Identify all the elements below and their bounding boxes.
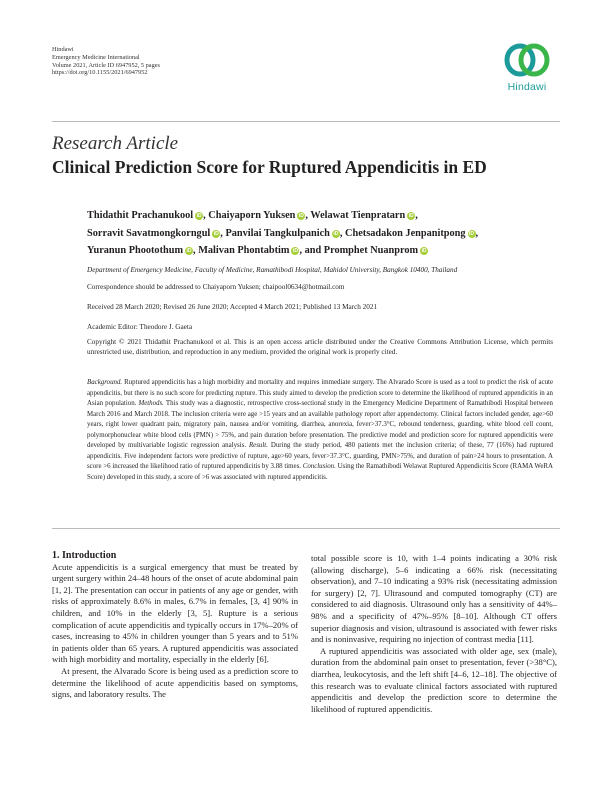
author-list: [87, 207, 553, 260]
affiliation: Department of Emergency Medicine, Faculty of Medicine, Ramathibodi Hospital, Mahidol University, Bangkok 10400, Thailand: [87, 266, 458, 274]
author-name: Thidathit Prachanukool: [87, 210, 194, 221]
body-paragraph: total possible score is 10, with 1–4 points indicating a 30% risk (allowing discharge), 5–6 indicating a 66% risk (necessitating observation), and 7–10 indicating a 93% risk (necessitating admission for surgery) [2, 7]. Ultrasound and computed tomography (CT) are considered to aid diagnosis. Ultrasound only has a sensitivity of 44%–98% and a specificity of 47%–95% [8–10]. Although CT offers superior diagnosis and vision, ultrasound is associated with fewer risks and is noninvasive, requiring no injection of contrast media [11].: [311, 553, 557, 645]
academic-editor: Academic Editor: Theodore J. Gaeta: [87, 323, 193, 331]
abstract-result: During the study period, 480 patients met the inclusion criteria; of these, 77 (16%) had ruptured appendicitis. Five independent factors were predictive of rupture, age>60 years, fever>37.3°C, guarding, PMN>75%, and duration of pain>24 hours to presentation. A score >6 increased the likelihood ratio of ruptured appendicitis by 3.88 times.: [87, 442, 553, 470]
article-title: Clinical Prediction Score for Ruptured Appendicitis in ED: [52, 157, 487, 177]
publisher-name: Hindawi: [52, 46, 74, 53]
author-name: , Welawat Tienpratarn: [305, 210, 406, 221]
orcid-icon[interactable]: iD: [186, 248, 192, 254]
orcid-icon[interactable]: iD: [469, 230, 475, 237]
logo-text: Hindawi: [507, 81, 547, 93]
orcid-icon[interactable]: iD: [333, 230, 339, 237]
author-name: , Chaiyaporn Yuksen: [203, 210, 296, 221]
correspondence: Correspondence should be addressed to Chaiyaporn Yuksen; chaipool0634@hotmail.com: [87, 283, 345, 291]
orcid-icon[interactable]: iD: [421, 248, 427, 254]
orcid-icon[interactable]: iD: [196, 213, 202, 219]
author-name: Yuranun Phootothum: [87, 245, 184, 256]
author-name: Sorravit Savatmongkorngul: [87, 227, 211, 239]
body-column-right: [311, 553, 557, 715]
abstract-divider: [52, 528, 560, 529]
abstract-background: Ruptured appendicitis has a high morbidity and mortality and requires immediate surgery. The Alvarado Score is used as a tool to predict the risk of acute appendicitis, but there is no such score for predicting rupture. This study aimed to develop the prediction score to determine the likelihood of ruptured appendicitis in an Asian population.: [87, 379, 553, 407]
publication-dates: Received 28 March 2020; Revised 26 June 2020; Accepted 4 March 2021; Published 13 March 2021: [87, 303, 378, 311]
orcid-icon[interactable]: iD: [408, 213, 414, 219]
hindawi-rings-icon: [502, 40, 552, 80]
author-separator: ,: [415, 210, 418, 221]
body-paragraph: A ruptured appendicitis was associated with older age, sex (male), duration from the abdominal pain onset to presentation, fever (>38°C), diarrhea, leukocytosis, and the left shift [4–6, 12–18]. The objective of this research was to evaluate clinical factors associated with ruptured appendicitis and develop the prediction score to determine the likelihood of ruptured appendicitis.: [311, 645, 557, 714]
orcid-icon[interactable]: iD: [292, 248, 298, 254]
section-heading: 1. Introduction: [52, 550, 117, 561]
author-name: , Malivan Phontabtim: [193, 245, 290, 256]
author-name: , and Promphet Nuanprom: [299, 245, 419, 256]
orcid-icon[interactable]: iD: [298, 213, 304, 219]
author-separator: ,: [475, 227, 479, 239]
hindawi-logo: [494, 40, 560, 104]
author-name: , Chetsadakon Jenpanitpong: [339, 227, 466, 239]
journal-name: Emergency Medicine International: [52, 53, 140, 61]
abstract-conclusion: Using the Ramathibodi Welawat Ruptured Appendicitis Score (RAMA WeRA Score) developed in this study, a score of >6 was associated with ruptured appendicitis.: [87, 463, 553, 481]
doi-link[interactable]: https://doi.org/10.1155/2021/6947952: [52, 69, 148, 77]
volume-info: Volume 2021, Article ID 6947952, 5 pages: [52, 61, 160, 69]
body-column-left: [52, 550, 298, 701]
abstract: [87, 378, 553, 483]
orcid-icon[interactable]: iD: [213, 230, 219, 237]
abstract-result-label: Result.: [248, 442, 268, 449]
abstract-conclusion-label: Conclusion.: [302, 463, 336, 470]
body-paragraph: Acute appendicitis is a surgical emergency that must be treated by urgent surgery within 24–48 hours of the onset of acute abdominal pain [1, 2]. The presentation can occur in patients of any age or gender, with risks of approximately 8.6% in males, 6.7% in females, [3, 4] 90% in children, and 10% in the elderly [3, 5]. Rupture is a serious complication of acute appendicitis and typically occurs in 17%–20% of cases, increasing to 45% in children younger than 5 years and to 51% in patients older than 65 years. A ruptured appendicitis was associated with high morbidity and mortality, especially in the elderly [6].: [52, 561, 298, 665]
journal-header: [52, 46, 160, 77]
copyright-notice: Copyright © 2021 Thidathit Prachanukool et al. This is an open access article distributed under the Creative Commons Attribution License, which permits unrestricted use, distribution, and reproduction in any medium, provided the original work is properly cited.: [87, 338, 553, 356]
abstract-methods: This study was a diagnostic, retrospective cross-sectional study in the Emergency Medicine Department of Ramathibodi Hospital between March 2016 and March 2018. The inclusion criteria were age >15 years and an available pathology report after appendectomy. Clinical factors included gender, age>60 years, right lower quadrant pain, migratory pain, nausea and/or vomiting, diarrhea, anorexia, fever>37.3°C, rebound tenderness, guarding, white blood cell count, polymorphonuclear white blood cells (PMN) > 75%, and pain duration before presentation. The predictive model and prediction score for ruptured appendicitis were developed by multivariable logistic regression analysis.: [87, 400, 553, 449]
author-name: , Panvilai Tangkulpanich: [220, 227, 330, 239]
abstract-background-label: Background.: [87, 379, 123, 386]
body-paragraph: At present, the Alvarado Score is being used as a prediction score to determine the likelihood of acute appendicitis based on symptoms, signs, and laboratory results. The: [52, 665, 298, 700]
header-divider: [52, 121, 560, 122]
article-type: Research Article: [52, 133, 179, 154]
abstract-methods-label: Methods.: [138, 400, 164, 407]
